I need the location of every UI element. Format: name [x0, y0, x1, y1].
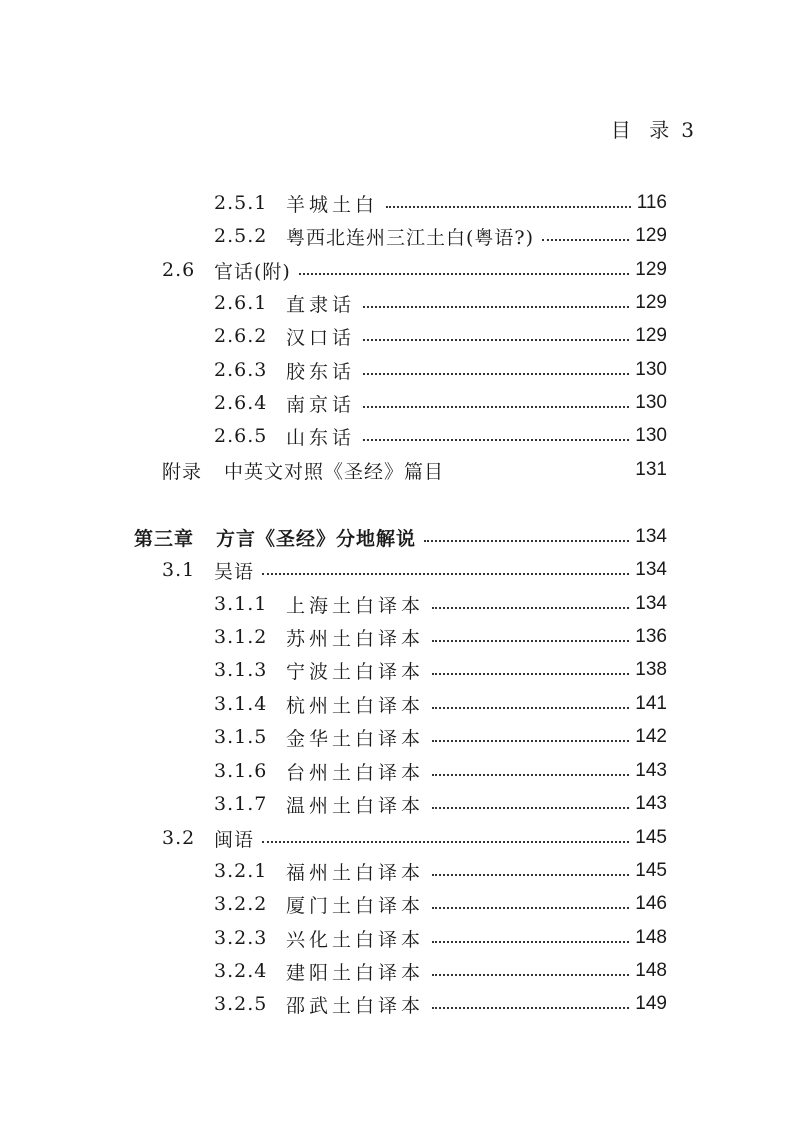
entry-number: 2.6.5 [214, 425, 268, 447]
entry-number: 2.6.1 [214, 292, 268, 314]
leader-dots [432, 640, 629, 642]
toc-entry[interactable] [214, 987, 667, 1021]
running-header [611, 116, 694, 144]
entry-number: 3.2.5 [214, 993, 268, 1015]
toc-entry[interactable] [214, 887, 667, 921]
entry-title: 金华土白译本 [286, 727, 425, 750]
entry-number: 3.1.3 [214, 659, 268, 681]
toc-entry[interactable] [214, 653, 667, 687]
entry-page: 146 [635, 893, 667, 914]
entry-page: 134 [635, 526, 667, 547]
leader-dots [432, 874, 629, 876]
entry-title: 苏州土白译本 [286, 627, 425, 650]
entry-title: 兴化土白译本 [286, 928, 425, 951]
entry-title: 中英文对照《圣经》篇目 [224, 460, 445, 483]
entry-number: 3.2.1 [214, 860, 268, 882]
toc-entry[interactable] [214, 587, 667, 621]
entry-title: 温州土白译本 [286, 794, 425, 817]
leader-dots [542, 239, 629, 241]
entry-page: 141 [635, 693, 667, 714]
toc-entry[interactable] [214, 687, 667, 721]
entry-number: 3.1.4 [214, 693, 268, 715]
toc-entry[interactable] [214, 787, 667, 821]
toc-entry[interactable] [214, 954, 667, 988]
entry-title: 官话(附) [214, 260, 291, 283]
entry-page: 138 [635, 659, 667, 680]
leader-dots [363, 439, 629, 441]
leader-dots [424, 540, 629, 542]
entry-page: 148 [635, 927, 667, 948]
entry-title: 直隶话 [286, 293, 356, 316]
toc-entry[interactable] [214, 186, 667, 220]
entry-number: 2.6.3 [214, 359, 268, 381]
entry-title: 山东话 [286, 426, 356, 449]
toc-entry[interactable] [214, 319, 667, 353]
toc-entry-chapter[interactable] [134, 520, 667, 554]
entry-page: 134 [635, 559, 667, 580]
entry-number: 3.2.3 [214, 927, 268, 949]
entry-number: 3.1.1 [214, 593, 268, 615]
leader-dots [363, 306, 629, 308]
entry-page: 148 [635, 960, 667, 981]
leader-dots [262, 573, 629, 575]
entry-title: 台州土白译本 [286, 761, 425, 784]
entry-number: 2.6 [162, 259, 196, 281]
entry-title: 上海土白译本 [286, 594, 425, 617]
entry-number: 2.5.1 [214, 192, 268, 214]
toc-entry[interactable] [214, 219, 667, 253]
entry-number: 3.2.2 [214, 893, 268, 915]
entry-number: 第三章 [134, 527, 195, 550]
entry-number: 3.1.2 [214, 626, 268, 648]
entry-title: 羊城土白 [286, 193, 379, 216]
entry-title: 吴语 [214, 560, 255, 583]
leader-dots [432, 1007, 629, 1009]
entry-title: 建阳土白译本 [286, 961, 425, 984]
entry-number: 3.1.7 [214, 793, 268, 815]
entry-page: 134 [635, 593, 667, 614]
entry-number: 3.2 [162, 827, 196, 849]
leader-dots [432, 673, 629, 675]
toc-entry-appendix[interactable] [162, 453, 667, 487]
entry-number: 2.6.4 [214, 392, 268, 414]
entry-title: 粤西北连州三江土白(粤语?) [286, 226, 535, 249]
entry-title: 胶东话 [286, 360, 356, 383]
leader-dots [299, 273, 629, 275]
entry-page: 129 [635, 259, 667, 280]
leader-dots [432, 974, 629, 976]
entry-title: 汉口话 [286, 326, 356, 349]
entry-page: 129 [635, 292, 667, 313]
page-number: 3 [681, 118, 694, 142]
entry-page: 142 [635, 726, 667, 747]
toc-entry[interactable] [214, 720, 667, 754]
entry-title: 杭州土白译本 [286, 694, 425, 717]
leader-dots [432, 740, 629, 742]
entry-number: 附录 [162, 460, 203, 483]
entry-number: 3.1 [162, 559, 196, 581]
entry-page: 143 [635, 760, 667, 781]
leader-dots [432, 707, 629, 709]
leader-dots [432, 607, 629, 609]
toc-entry[interactable] [162, 553, 667, 587]
toc-entry[interactable] [214, 419, 667, 453]
leader-dots [432, 907, 629, 909]
leader-dots [262, 841, 629, 843]
entry-page: 130 [635, 425, 667, 446]
toc-entry[interactable] [214, 386, 667, 420]
entry-number: 3.1.6 [214, 760, 268, 782]
leader-dots [432, 774, 629, 776]
leader-dots [432, 807, 629, 809]
entry-page: 130 [635, 359, 667, 380]
entry-page: 136 [635, 626, 667, 647]
entry-page: 130 [635, 392, 667, 413]
header-label: 目 录 [610, 118, 676, 142]
entry-number: 2.6.2 [214, 325, 268, 347]
entry-page: 129 [635, 325, 667, 346]
leader-dots [432, 941, 629, 943]
entry-title: 方言《圣经》分地解说 [216, 527, 417, 550]
entry-number: 2.5.2 [214, 225, 268, 247]
entry-page: 143 [635, 793, 667, 814]
entry-title: 邵武土白译本 [286, 994, 425, 1017]
entry-page: 145 [635, 860, 667, 881]
entry-number: 3.2.4 [214, 960, 268, 982]
toc-entry[interactable] [214, 854, 667, 888]
entry-title: 福州土白译本 [286, 861, 425, 884]
entry-number: 3.1.5 [214, 726, 268, 748]
leader-dots [363, 373, 629, 375]
toc-entry[interactable] [162, 821, 667, 855]
leader-dots [363, 406, 629, 408]
toc-entry[interactable] [214, 921, 667, 955]
leader-dots [386, 206, 631, 208]
entry-title: 闽语 [214, 828, 255, 851]
entry-page: 116 [636, 192, 667, 213]
entry-page: 129 [635, 225, 667, 246]
toc-entry[interactable] [162, 253, 667, 287]
entry-page: 145 [635, 827, 667, 848]
toc-entry[interactable] [214, 353, 667, 387]
toc-entry[interactable] [214, 620, 667, 654]
entry-page: 131 [635, 459, 667, 480]
toc-entry[interactable] [214, 754, 667, 788]
entry-title: 厦门土白译本 [286, 894, 425, 917]
leader-dots [363, 339, 629, 341]
entry-title: 南京话 [286, 393, 356, 416]
entry-title: 宁波土白译本 [286, 660, 425, 683]
toc-entry[interactable] [214, 286, 667, 320]
entry-page: 149 [635, 993, 667, 1014]
